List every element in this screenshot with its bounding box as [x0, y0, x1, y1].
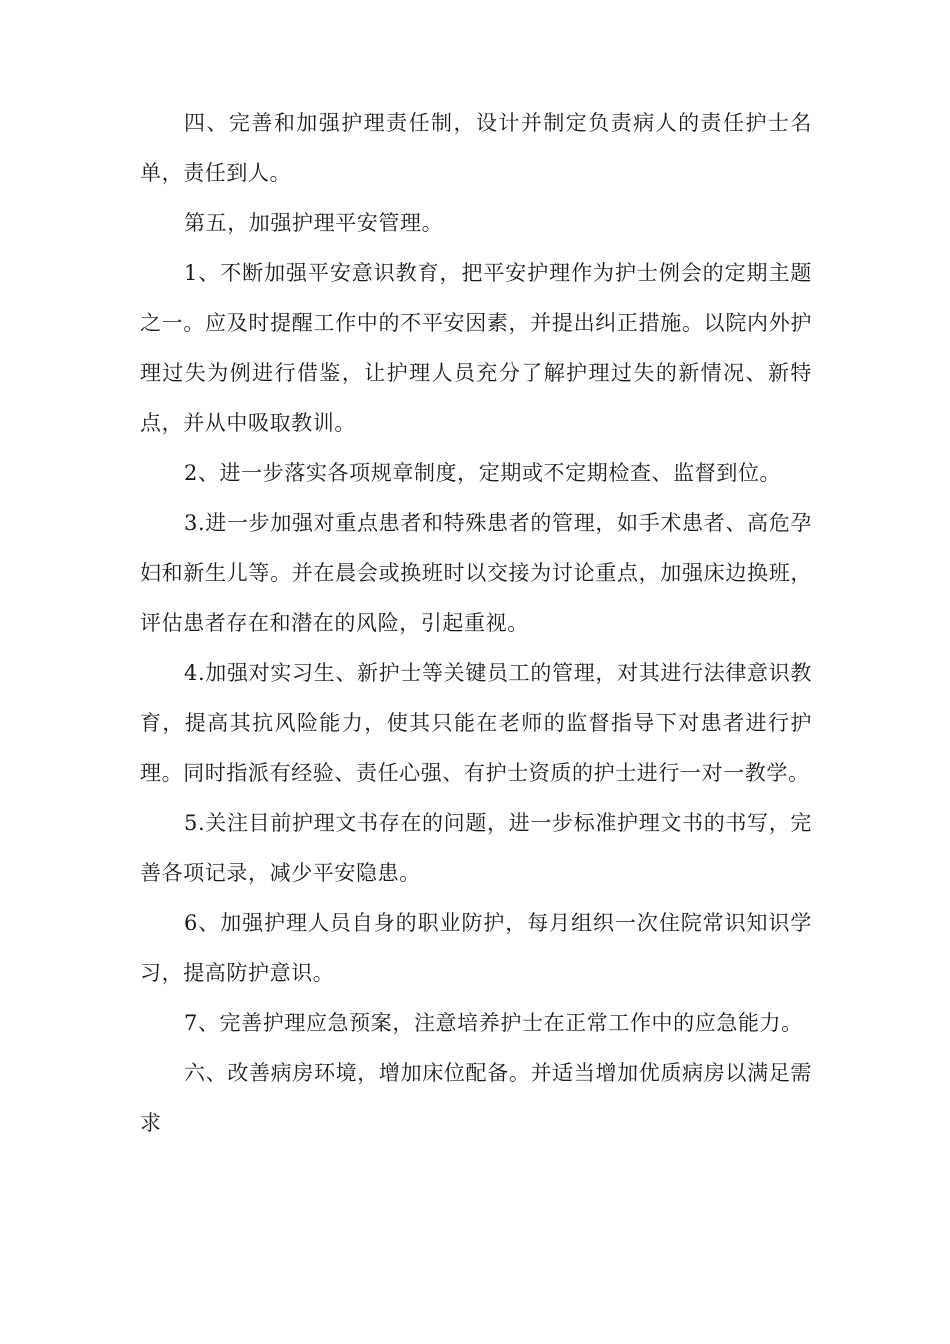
paragraph-nursing-documents: 5.关注目前护理文书存在的问题，进一步标准护理文书的书写，完善各项记录，减少平安隐患。: [140, 811, 812, 885]
paragraph-ward-environment: 六、改善病房环境，增加床位配备。并适当增加优质病房以满足需求: [140, 1061, 812, 1135]
paragraph-safety-education: 1、不断加强平安意识教育，把平安护理作为护士例会的定期主题之一。应及时提醒工作中的不平安因素，并提出纠正措施。以院内外护理过失为例进行借鉴，让护理人员充分了解护理过失的新情况、新特点，并从中吸取教训。: [140, 261, 812, 435]
document-page: [140, 98, 812, 1148]
paragraph-occupational-protection: 6、加强护理人员自身的职业防护，每月组织一次住院常识知识学习，提高防护意识。: [140, 911, 812, 985]
paragraph-emergency-plan: 7、完善护理应急预案，注意培养护士在正常工作中的应急能力。: [184, 1011, 803, 1035]
paragraph-safety-management-heading: 第五，加强护理平安管理。: [184, 211, 444, 235]
paragraph-key-patients: 3.进一步加强对重点患者和特殊患者的管理，如手术患者、高危孕妇和新生儿等。并在晨会或换班时以交接为讨论重点，加强床边换班，评估患者存在和潜在的风险，引起重视。: [140, 511, 812, 635]
paragraph-rules-implementation: 2、进一步落实各项规章制度，定期或不定期检查、监督到位。: [184, 461, 782, 485]
paragraph-key-staff: 4.加强对实习生、新护士等关键员工的管理，对其进行法律意识教育，提高其抗风险能力，使其只能在老师的监督指导下对患者进行护理。同时指派有经验、责任心强、有护士资质的护士进行一对一教学。: [140, 661, 812, 785]
paragraph-responsibility-system: 四、完善和加强护理责任制，设计并制定负责病人的责任护士名单，责任到人。: [140, 111, 812, 185]
